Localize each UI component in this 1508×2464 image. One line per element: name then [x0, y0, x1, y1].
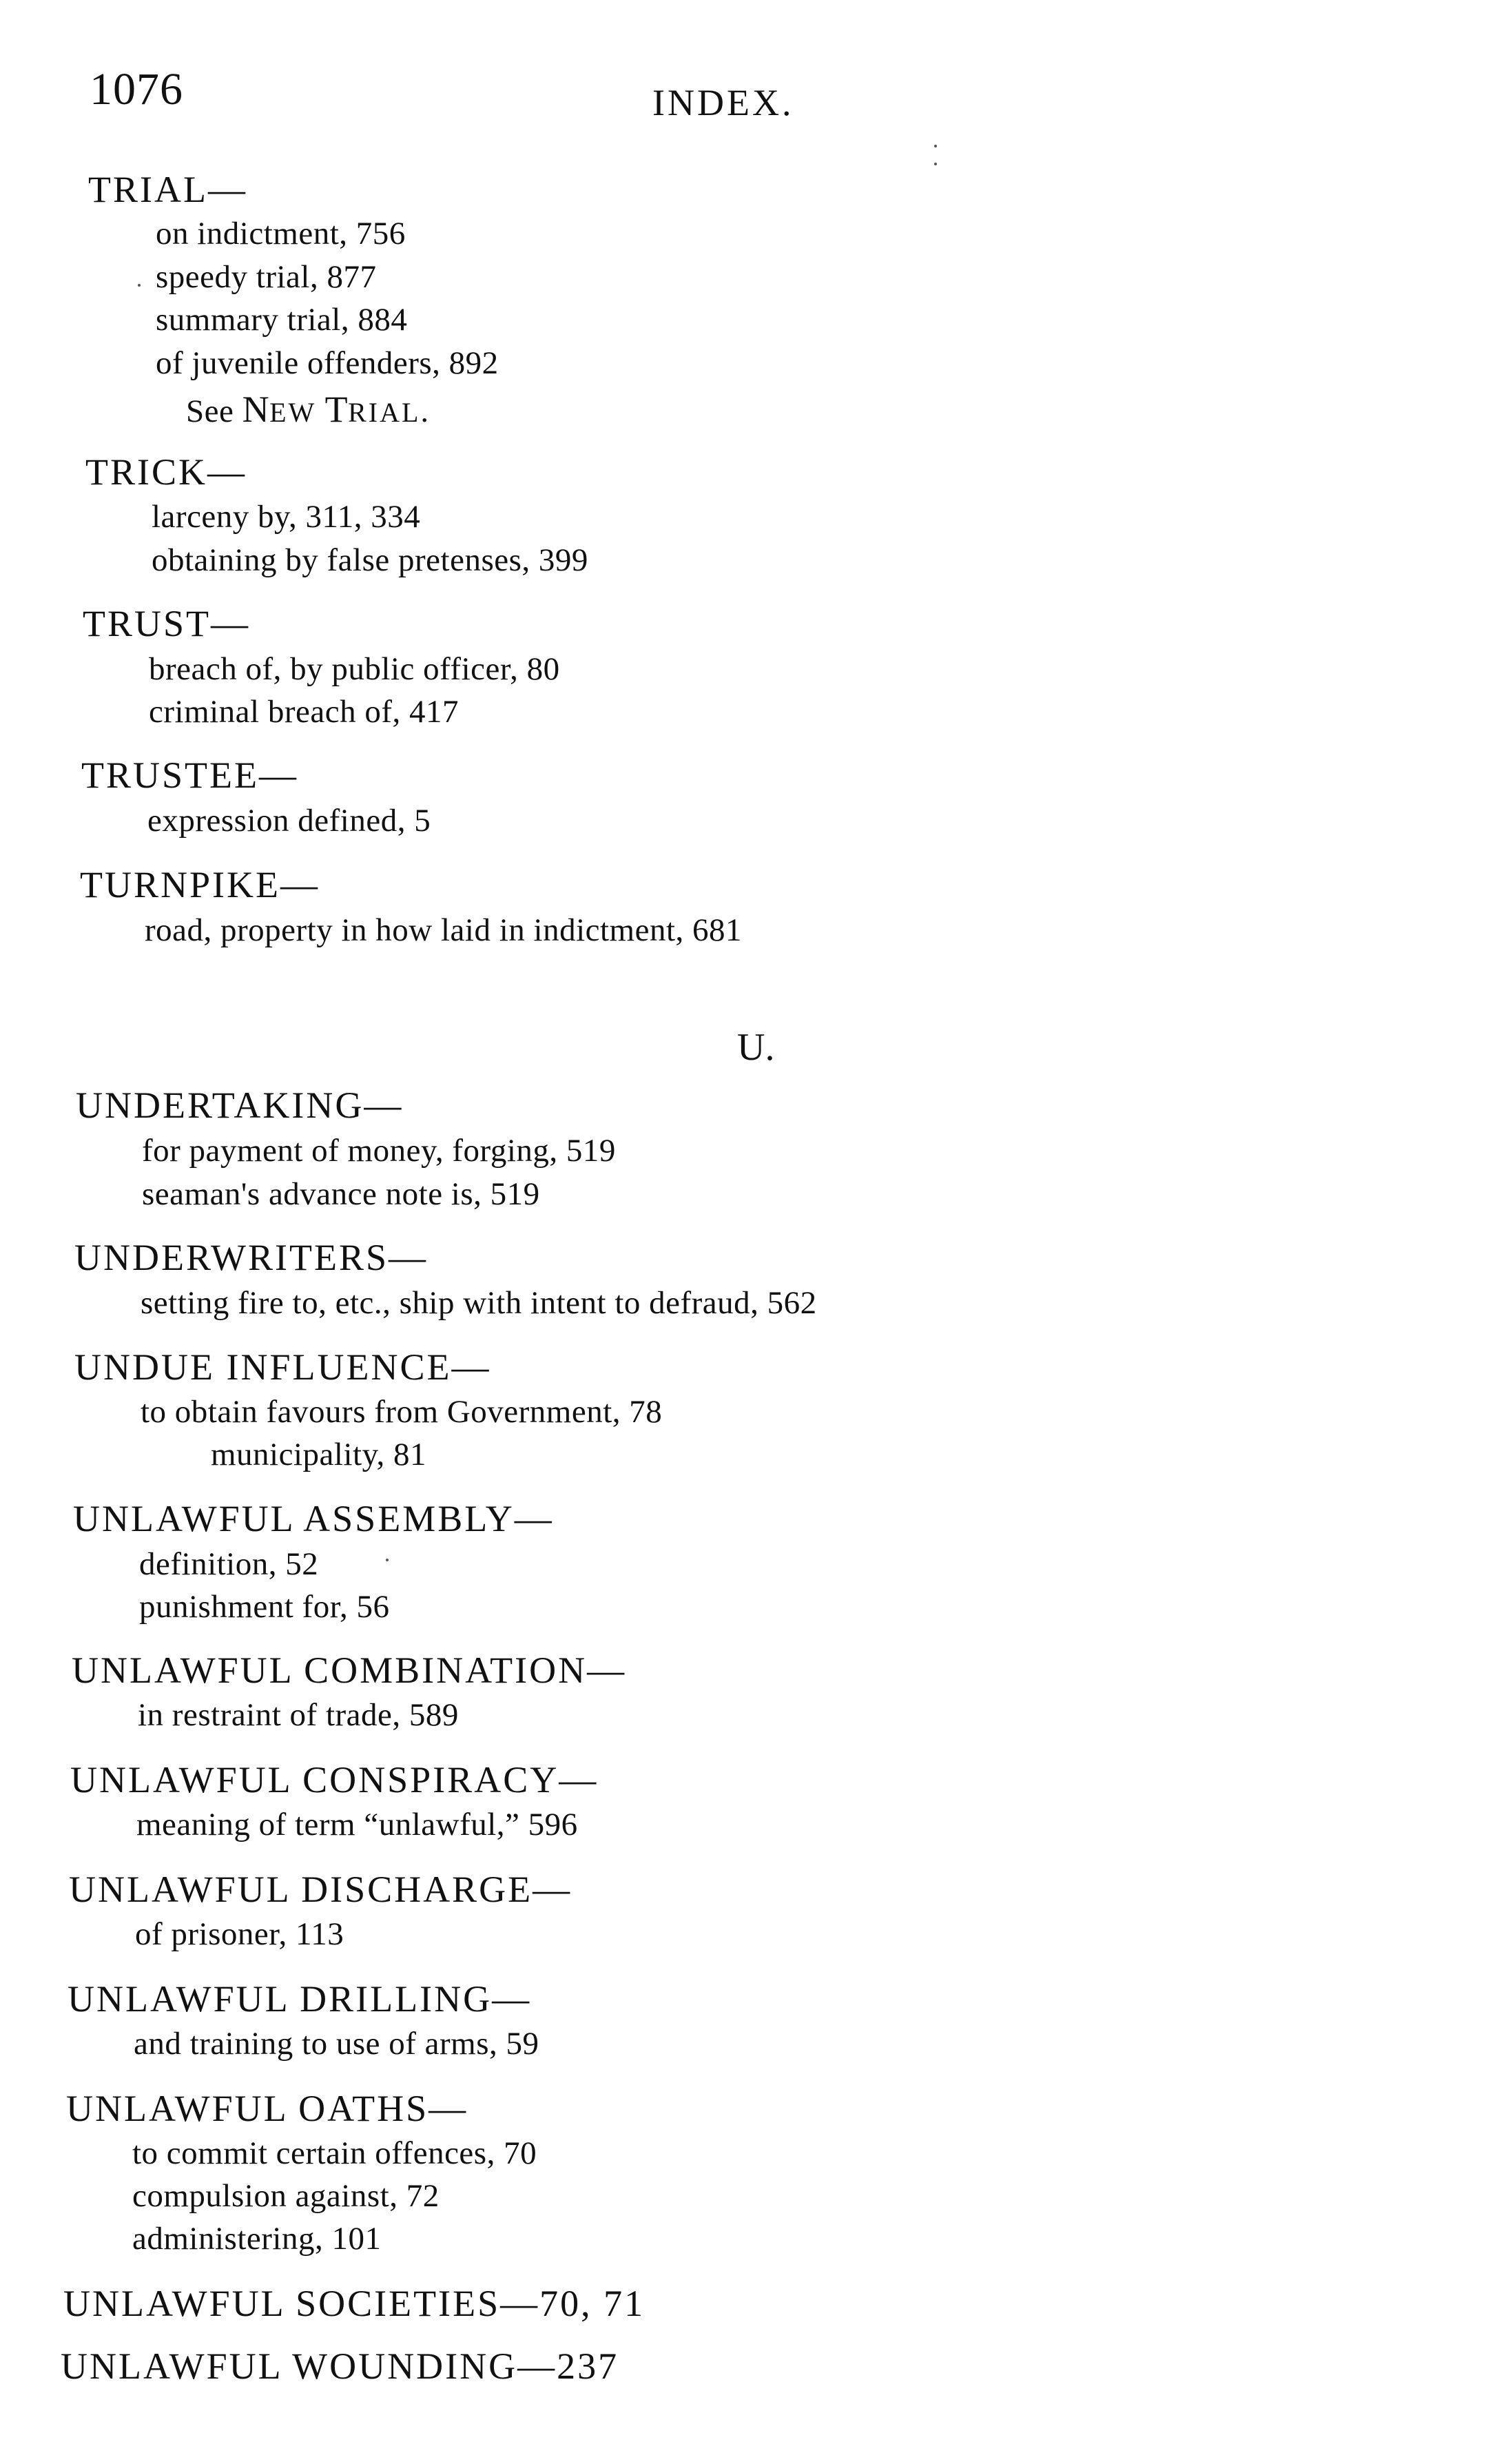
entry-heading-unlawful-oaths: UNLAWFUL OATHS— — [66, 2088, 468, 2129]
see-ref-rest: RIAL — [348, 397, 421, 428]
entry-heading-unlawful-discharge: UNLAWFUL DISCHARGE— — [69, 1869, 572, 1910]
cross-reference — [186, 388, 429, 431]
entry-heading-trick: TRICK— — [85, 451, 247, 493]
entry-heading-underwriters: UNDERWRITERS— — [74, 1237, 428, 1278]
subentry: criminal breach of, 417 — [149, 694, 459, 730]
subentry: administering, 101 — [132, 2221, 382, 2257]
subentry: of juvenile offenders, 892 — [156, 345, 499, 381]
entry-heading-unlawful-drilling: UNLAWFUL DRILLING— — [68, 1978, 532, 2020]
see-prefix: See — [186, 393, 234, 429]
subentry: compulsion against, 72 — [132, 2178, 440, 2214]
subentry: on indictment, 756 — [156, 216, 406, 251]
subentry: definition, 52 — [139, 1546, 319, 1582]
see-suffix: . — [420, 393, 429, 429]
subentry: meaning of term “unlawful,” 596 — [136, 1807, 578, 1842]
subentry: road, property in how laid in indictment, 681 — [145, 912, 743, 948]
print-speck — [138, 284, 141, 287]
subentry: for payment of money, forging, 519 — [142, 1133, 616, 1169]
entry-heading-undue-influence: UNDUE INFLUENCE— — [74, 1346, 491, 1388]
entry-heading-turnpike: TURNPIKE— — [80, 864, 320, 905]
subentry: summary trial, 884 — [156, 302, 408, 338]
section-letter: U. — [737, 1026, 775, 1069]
print-speck — [934, 163, 937, 165]
subentry: obtaining by false pretenses, 399 — [152, 542, 588, 578]
entry-heading-unlawful-assembly: UNLAWFUL ASSEMBLY— — [73, 1498, 554, 1539]
subentry: breach of, by public officer, 80 — [149, 651, 560, 687]
entry-heading-unlawful-societies: UNLAWFUL SOCIETIES—70, 71 — [63, 2283, 645, 2324]
entry-heading-unlawful-combination: UNLAWFUL COMBINATION— — [72, 1650, 627, 1691]
entry-heading-unlawful-wounding: UNLAWFUL WOUNDING—237 — [61, 2345, 619, 2387]
entry-heading-trial: TRIAL— — [88, 169, 247, 210]
page-number: 1076 — [90, 64, 183, 114]
subentry: in restraint of trade, 589 — [138, 1697, 459, 1733]
subentry: to obtain favours from Government, 78 — [141, 1394, 663, 1430]
entry-heading-trust: TRUST— — [83, 603, 251, 644]
print-speck — [386, 1559, 389, 1561]
see-ref-rest: EW — [269, 397, 317, 428]
subentry: to commit certain offences, 70 — [132, 2135, 537, 2171]
entry-heading-undertaking: UNDERTAKING— — [76, 1085, 404, 1126]
see-ref-initial: N — [242, 389, 270, 430]
subentry: of prisoner, 113 — [135, 1916, 344, 1952]
subentry: larceny by, 311, 334 — [152, 499, 421, 535]
entry-heading-unlawful-conspiracy: UNLAWFUL CONSPIRACY— — [70, 1759, 599, 1800]
subentry: speedy trial, 877 — [156, 259, 377, 295]
subentry: and training to use of arms, 59 — [134, 2026, 539, 2062]
subentry: punishment for, 56 — [139, 1589, 390, 1625]
see-ref-initial: T — [324, 389, 349, 430]
entry-heading-trustee: TRUSTEE— — [81, 754, 298, 796]
subentry-indented: municipality, 81 — [211, 1437, 427, 1472]
subentry: expression defined, 5 — [147, 803, 431, 839]
running-head: INDEX. — [652, 82, 794, 123]
subentry: seaman's advance note is, 519 — [142, 1176, 540, 1212]
print-speck — [934, 145, 937, 147]
subentry: setting fire to, etc., ship with intent to defraud, 562 — [141, 1285, 817, 1321]
